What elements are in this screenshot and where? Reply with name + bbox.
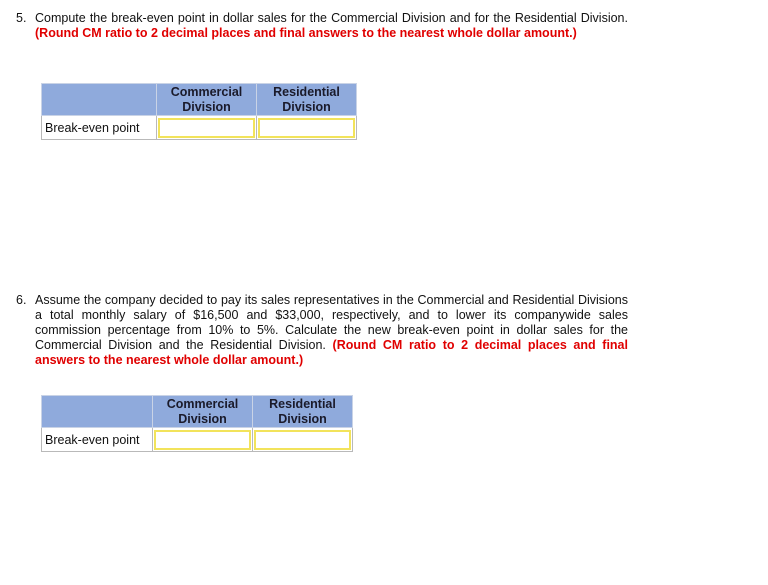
answer-cell: [153, 428, 253, 452]
question-text: [35, 293, 628, 368]
question-number: 6.: [16, 293, 27, 307]
header-blank-cell: [42, 396, 153, 428]
answer-cell: [257, 116, 357, 140]
column-header-commercial: Commercial Division: [153, 396, 253, 428]
question-prompt: Compute the break-even point in dollar sales for the Commercial Division and for the Residential Division.: [35, 11, 628, 25]
rounding-instruction: (Round CM ratio to 2 decimal places and final answers to the nearest whole dollar amount.): [35, 338, 628, 367]
row-label-break-even: Break-even point: [42, 116, 157, 140]
column-header-residential: Residential Division: [253, 396, 353, 428]
residential-break-even-input[interactable]: [258, 118, 355, 138]
answer-table-5: [41, 83, 357, 140]
question-prompt: Assume the company decided to pay its sales representatives in the Commercial and Residential Divisions a total monthly salary of $16,500 and $33,000, respectively, and to lower its companywide sales commission percentage from 10% to 5%. Calculate the new break-even point in dollar sales for the Commercial Division and the Residential Division.: [35, 293, 628, 352]
residential-break-even-input[interactable]: [254, 430, 351, 450]
column-header-residential: Residential Division: [257, 84, 357, 116]
header-blank-cell: [42, 84, 157, 116]
question-number: 5.: [16, 11, 27, 25]
commercial-break-even-input[interactable]: [154, 430, 251, 450]
question-5: [16, 11, 628, 41]
answer-cell: [157, 116, 257, 140]
commercial-break-even-input[interactable]: [158, 118, 255, 138]
column-header-commercial: Commercial Division: [157, 84, 257, 116]
rounding-instruction: (Round CM ratio to 2 decimal places and final answers to the nearest whole dollar amount.): [35, 26, 577, 40]
row-label-break-even: Break-even point: [42, 428, 153, 452]
answer-cell: [253, 428, 353, 452]
question-text: [35, 11, 628, 41]
question-6: [16, 293, 628, 368]
answer-table-6: [41, 395, 353, 452]
